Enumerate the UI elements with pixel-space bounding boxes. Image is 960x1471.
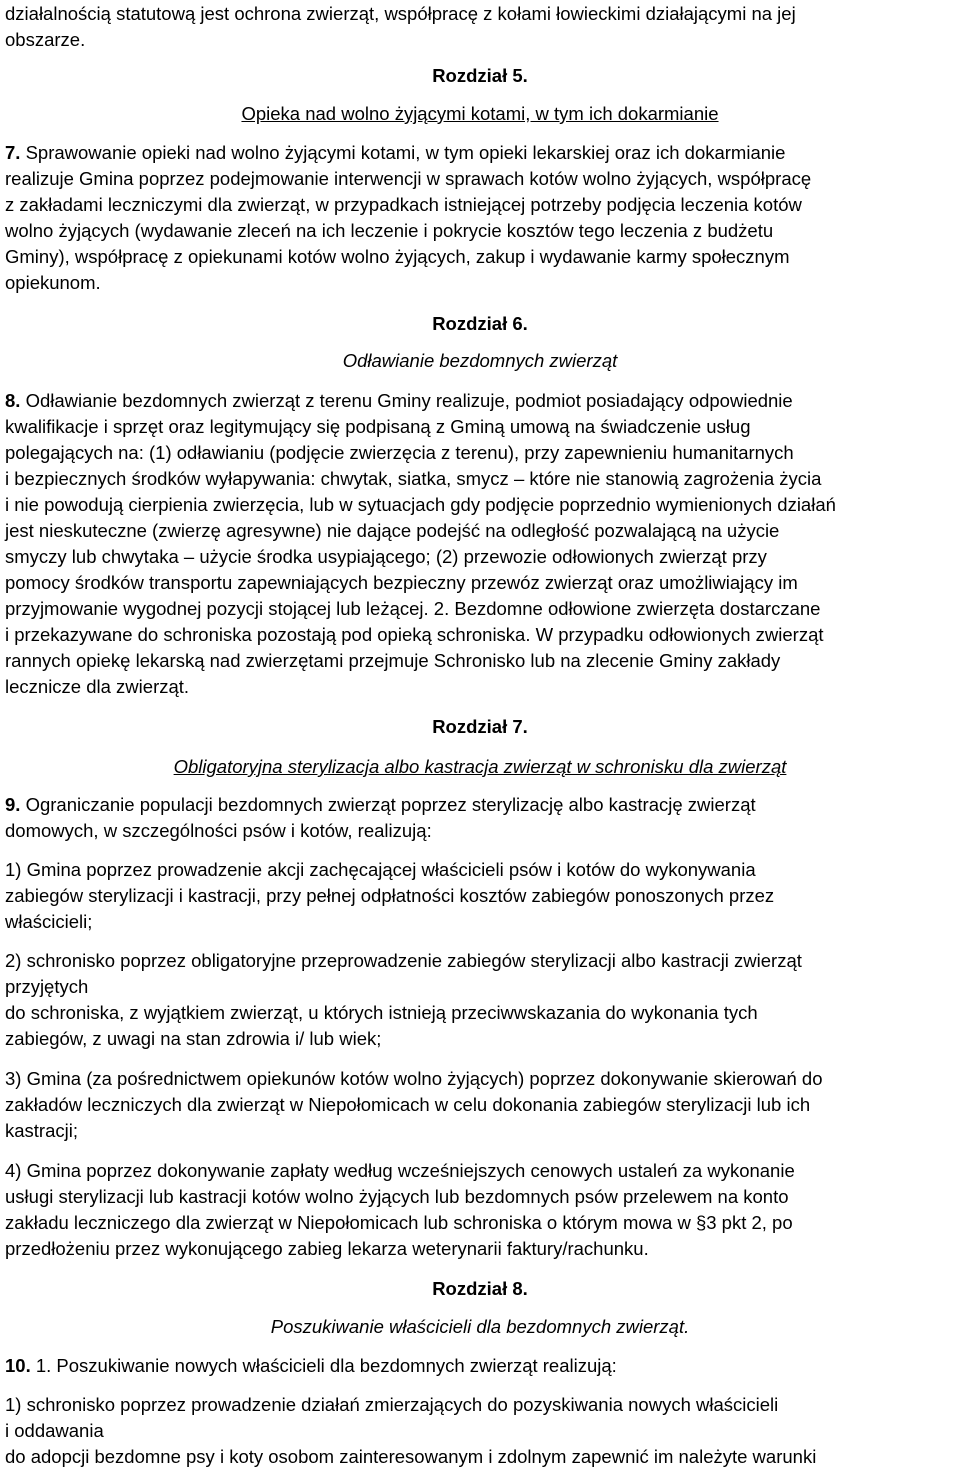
text-line: pomocy środków transportu zapewniających bezpieczny przewóz zwierząt oraz umożliwiający im — [5, 572, 798, 593]
section-number: 8. — [5, 390, 21, 411]
chapter-heading: Rozdział 5. — [432, 65, 528, 86]
chapter-title: Poszukiwanie właścicieli dla bezdomnych zwierząt. — [270, 1316, 690, 1337]
text-line: 1. Poszukiwanie nowych właścicieli dla bezdomnych zwierząt realizują: — [30, 1355, 617, 1376]
chapter-title: Odławianie bezdomnych zwierząt — [342, 350, 618, 371]
text-line: smyczy lub chwytaka – użycie środka usypiającego; (2) przewozie odłowionych zwierząt przy — [5, 546, 767, 567]
chapter-7-heading — [5, 714, 955, 740]
text-line: i bezpiecznych środków wyłapywania: chwytak, siatka, smycz – które nie stanowią zagrożenia życia — [5, 468, 822, 489]
chapter-7-title — [5, 754, 955, 780]
text-line: 2) schronisko poprzez obligatoryjne przeprowadzenie zabiegów sterylizacji albo kastracji zwierząt — [5, 950, 802, 971]
text-line: domowych, w szczególności psów i kotów, realizują: — [5, 820, 432, 841]
text-line: i nie powodują cierpienia zwierzęcia, lub w sytuacjach gdy podjęcie poprzednio wymienionych działań — [5, 494, 836, 515]
text-line: 3) Gmina (za pośrednictwem opiekunów kotów wolno żyjących) poprzez dokonywanie skierowań do — [5, 1068, 823, 1089]
text-line: jest nieskuteczne (zwierzę agresywne) nie dające podejść na odległość pozwalającą na użycie — [5, 520, 780, 541]
text-line: do adopcji bezdomne psy i koty osobom zainteresowanym i zdolnym zapewnić im należyte warunki — [5, 1446, 817, 1467]
section-number: 9. — [5, 794, 21, 815]
text-line: kwalifikacje i sprzęt oraz legitymujący się podpisaną z Gminą umową na świadczenie usług — [5, 416, 751, 437]
text-line: działalnością statutową jest ochrona zwierząt, współpracę z kołami łowieckimi działającymi na jej — [5, 3, 796, 24]
text-line: wolno żyjących (wydawanie zleceń na ich leczenie i pokrycie kosztów tego leczenia z budżetu — [5, 220, 774, 241]
section-9-intro — [5, 792, 955, 844]
chapter-heading: Rozdział 7. — [432, 716, 528, 737]
text-line: opiekunom. — [5, 272, 101, 293]
text-line: z zakładami leczniczymi dla zwierząt, w przypadkach istniejącej potrzeby podjęcia leczenia kotów — [5, 194, 802, 215]
section-7 — [5, 140, 955, 296]
list-item-3 — [5, 1066, 955, 1144]
text-line: polegających na: (1) odławianiu (podjęcie zwierzęcia z terenu), przy zapewnieniu humanitarnych — [5, 442, 794, 463]
chapter-heading: Rozdział 6. — [432, 313, 528, 334]
text-line: 4) Gmina poprzez dokonywanie zapłaty według wcześniejszych cenowych ustaleń za wykonanie — [5, 1160, 795, 1181]
chapter-8-title — [5, 1314, 955, 1340]
text-line: 1) schronisko poprzez prowadzenie działań zmierzających do pozyskiwania nowych właścicieli — [5, 1394, 779, 1415]
chapter-8-heading — [5, 1276, 955, 1302]
intro-paragraph — [5, 1, 955, 53]
chapter-title: Obligatoryjna sterylizacja albo kastracja zwierząt w schronisku dla zwierząt — [173, 756, 787, 777]
text-line: zakładu leczniczego dla zwierząt w Niepołomicach lub schroniska o którym mowa w §3 pkt 2, po — [5, 1212, 793, 1233]
text-line: przyjętych — [5, 976, 89, 997]
list-item-1 — [5, 857, 955, 935]
chapter-6-title — [5, 348, 955, 374]
text-line: przyjmowanie wygodnej pozycji stojącej lub leżącej. 2. Bezdomne odłowione zwierzęta dostarczane — [5, 598, 821, 619]
list-item-2 — [5, 948, 955, 1052]
text-line: do schroniska, z wyjątkiem zwierząt, u których istnieją przeciwwskazania do wykonania tych — [5, 1002, 758, 1023]
text-line: właścicieli; — [5, 911, 93, 932]
text-line: i przekazywane do schroniska pozostają pod opieką schroniska. W przypadku odłowionych zwierząt — [5, 624, 824, 645]
section-number: 7. — [5, 142, 21, 163]
section-8 — [5, 388, 955, 700]
text-line: realizuje Gmina poprzez podejmowanie interwencji w sprawach kotów wolno żyjących, współpracę — [5, 168, 812, 189]
chapter-title: Opieka nad wolno żyjącymi kotami, w tym ich dokarmianie — [241, 103, 719, 124]
text-line: i oddawania — [5, 1420, 104, 1441]
chapter-heading: Rozdział 8. — [432, 1278, 528, 1299]
chapter-5-title — [5, 101, 955, 127]
list-item-10-1 — [5, 1392, 955, 1470]
text-line: Ograniczanie populacji bezdomnych zwierząt poprzez sterylizację albo kastrację zwierząt — [20, 794, 756, 815]
section-10-intro — [5, 1353, 955, 1379]
list-item-4 — [5, 1158, 955, 1262]
text-line: usługi sterylizacji lub kastracji kotów wolno żyjących lub bezdomnych psów przelewem na konto — [5, 1186, 789, 1207]
text-line: lecznicze dla zwierząt. — [5, 676, 190, 697]
text-line: zakładów leczniczych dla zwierząt w Niepołomicach w celu dokonania zabiegów sterylizacji lub ich — [5, 1094, 811, 1115]
section-number: 10. — [5, 1355, 31, 1376]
chapter-6-heading — [5, 311, 955, 337]
text-line: 1) Gmina poprzez prowadzenie akcji zachęcającej właścicieli psów i kotów do wykonywania — [5, 859, 756, 880]
text-line: Sprawowanie opieki nad wolno żyjącymi kotami, w tym opieki lekarskiej oraz ich dokarmianie — [20, 142, 786, 163]
text-line: przedłożeniu przez wykonującego zabieg lekarza weterynarii faktury/rachunku. — [5, 1238, 649, 1259]
text-line: Odławianie bezdomnych zwierząt z terenu Gminy realizuje, podmiot posiadający odpowiednie — [20, 390, 793, 411]
chapter-5-heading — [5, 63, 955, 89]
text-line: zabiegów sterylizacji i kastracji, przy pełnej odpłatności kosztów zabiegów ponoszonych przez — [5, 885, 775, 906]
text-line: rannych opiekę lekarską nad zwierzętami przejmuje Schronisko lub na zlecenie Gminy zakłady — [5, 650, 781, 671]
text-line: kastracji; — [5, 1120, 78, 1141]
text-line: zabiegów, z uwagi na stan zdrowia i/ lub wiek; — [5, 1028, 382, 1049]
text-line: Gminy), współpracę z opiekunami kotów wolno żyjących, zakup i wydawanie karmy społecznym — [5, 246, 790, 267]
text-line: obszarze. — [5, 29, 86, 50]
